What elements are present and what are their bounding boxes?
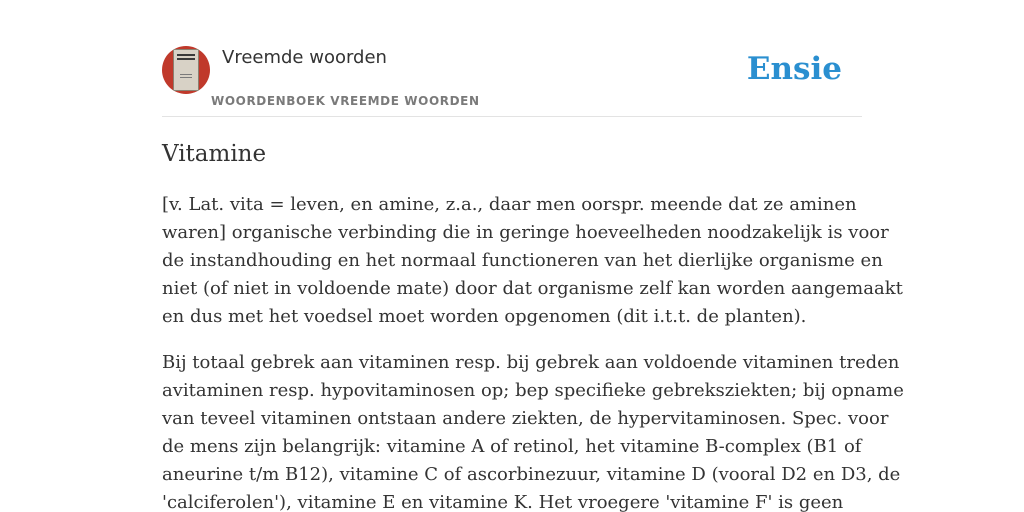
paragraph-line: niet (of niet in voldoende mate) door dat organisme zelf kan worden aangemaakt bbox=[162, 278, 903, 299]
paragraph-line: de mens zijn belangrijk: vitamine A of retinol, het vitamine B-complex (B1 of bbox=[162, 436, 862, 457]
site-subtitle: WOORDENBOEK VREEMDE WOORDEN bbox=[211, 94, 480, 108]
paragraph-line: avitaminen resp. hypovitaminosen op; bep specifieke gebreksziekten; bij opname bbox=[162, 380, 904, 401]
paragraph-line: Bij totaal gebrek aan vitaminen resp. bij gebrek aan voldoende vitaminen treden bbox=[162, 352, 900, 373]
paragraph-line: en dus met het voedsel moet worden opgenomen (dit i.t.t. de planten). bbox=[162, 306, 807, 327]
site-title[interactable]: Vreemde woorden bbox=[222, 47, 387, 68]
entry-paragraph-2 bbox=[162, 349, 904, 512]
site-header bbox=[162, 44, 862, 117]
brand-logo[interactable]: Ensie bbox=[746, 51, 842, 87]
entry-paragraph-1 bbox=[162, 191, 903, 331]
book-cover bbox=[173, 49, 199, 91]
paragraph-line: de instandhouding en het normaal functioneren van het dierlijke organisme en bbox=[162, 250, 883, 271]
paragraph-line: van teveel vitaminen ontstaan andere ziekten, de hypervitaminosen. Spec. voor bbox=[162, 408, 889, 429]
dictionary-book-logo-icon[interactable] bbox=[162, 46, 210, 94]
paragraph-line: aneurine t/m B12), vitamine C of ascorbinezuur, vitamine D (vooral D2 en D3, de bbox=[162, 464, 901, 485]
paragraph-line: [v. Lat. vita = leven, en amine, z.a., daar men oorspr. meende dat ze aminen bbox=[162, 194, 857, 215]
entry-content bbox=[162, 138, 904, 512]
paragraph-line: 'calciferolen'), vitamine E en vitamine K. Het vroegere 'vitamine F' is geen bbox=[162, 492, 844, 512]
paragraph-line: waren] organische verbinding die in geringe hoeveelheden noodzakelijk is voor bbox=[162, 222, 889, 243]
entry-title: Vitamine bbox=[162, 141, 267, 167]
